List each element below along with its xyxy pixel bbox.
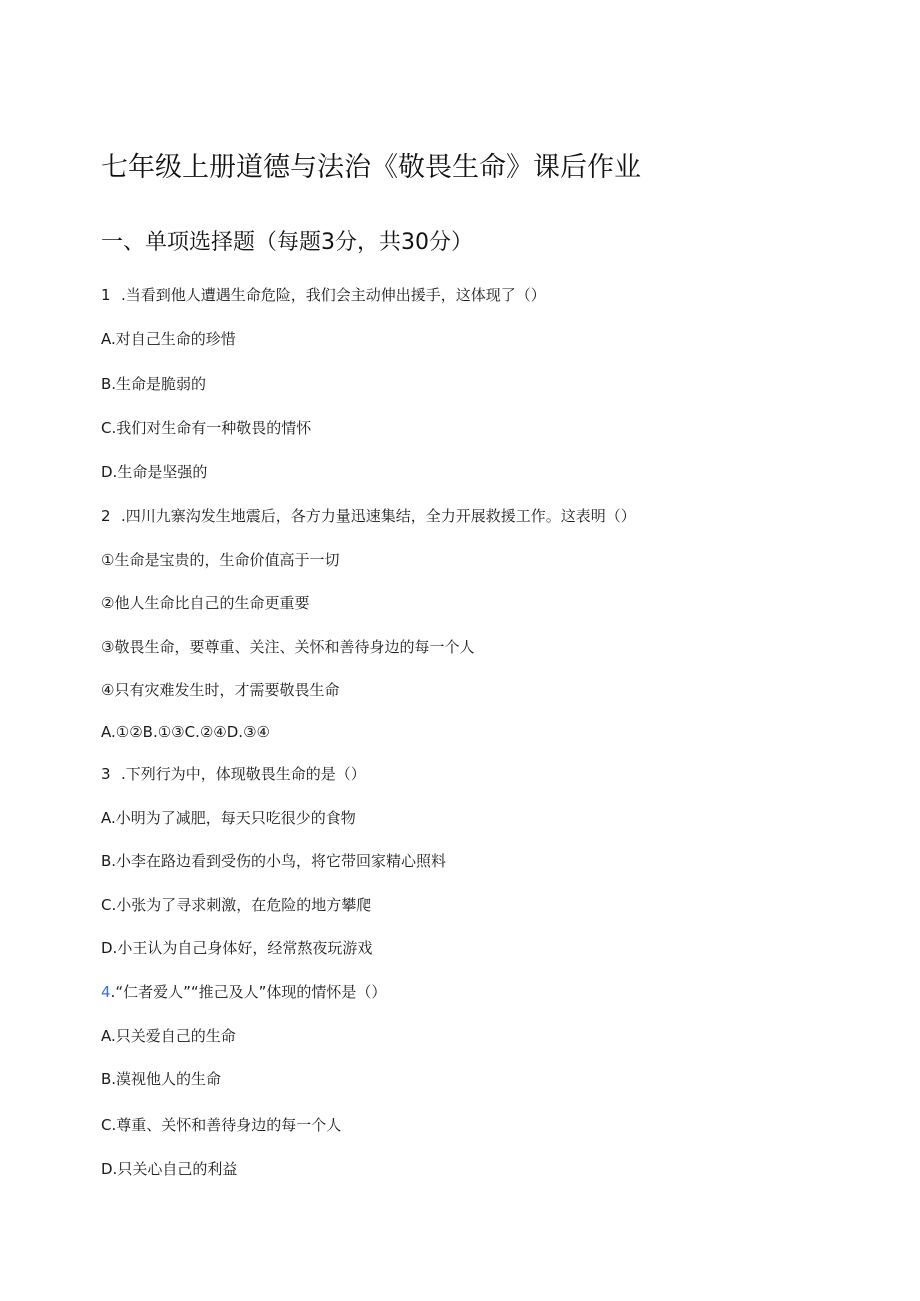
option-line: A.只关爱自己的生命 (101, 1027, 236, 1045)
document-title: 七年级上册道德与法治《敬畏生命》课后作业 (101, 152, 641, 183)
statement-line: ①生命是宝贵的，生命价值高于一切 (101, 551, 340, 569)
statement-line: ②他人生命比自己的生命更重要 (101, 594, 310, 612)
question-stem (101, 764, 366, 784)
section-heading: 一、单项选择题（每题3分，共30分） (101, 230, 473, 255)
option-line: A.①②B.①③C.②④D.③④ (101, 723, 270, 741)
question-number: 3 (101, 765, 111, 783)
option-line: D.只关心自己的利益 (101, 1160, 238, 1178)
question-text: .当看到他人遭遇生命危险，我们会主动伸出援手，这体现了（） (121, 286, 546, 304)
question-stem (101, 506, 636, 526)
option-line: C.我们对生命有一种敬畏的情怀 (101, 419, 312, 437)
question-number: 1 (101, 286, 111, 304)
question-text: .四川九寨沟发生地震后，各方力量迅速集结，全力开展救援工作。这表明（） (121, 507, 636, 525)
option-line: C.小张为了寻求刺激，在危险的地方攀爬 (101, 896, 372, 914)
question-stem (101, 285, 546, 305)
option-line: A.小明为了减肥，每天只吃很少的食物 (101, 809, 356, 827)
question-stem (101, 982, 386, 1002)
option-line: D.生命是坚强的 (101, 463, 208, 481)
question-text: .“仁者爱人”“推己及人”体现的情怀是（） (110, 983, 387, 1001)
question-number: 2 (101, 507, 111, 525)
option-line: A.对自己生命的珍惜 (101, 330, 236, 348)
option-line: D.小王认为自己身体好，经常熬夜玩游戏 (101, 939, 373, 957)
question-text: .下列行为中，体现敬畏生命的是（） (121, 765, 366, 783)
option-line: B.漠视他人的生命 (101, 1070, 222, 1088)
option-line: B.生命是脆弱的 (101, 375, 207, 393)
option-line: C.尊重、关怀和善待身边的每一个人 (101, 1116, 342, 1134)
statement-line: ③敬畏生命，要尊重、关注、关怀和善待身边的每一个人 (101, 638, 475, 656)
option-line: B.小李在路边看到受伤的小鸟，将它带回家精心照料 (101, 852, 447, 870)
question-number: 4 (101, 983, 111, 1001)
statement-line: ④只有灾难发生时，才需要敬畏生命 (101, 681, 340, 699)
